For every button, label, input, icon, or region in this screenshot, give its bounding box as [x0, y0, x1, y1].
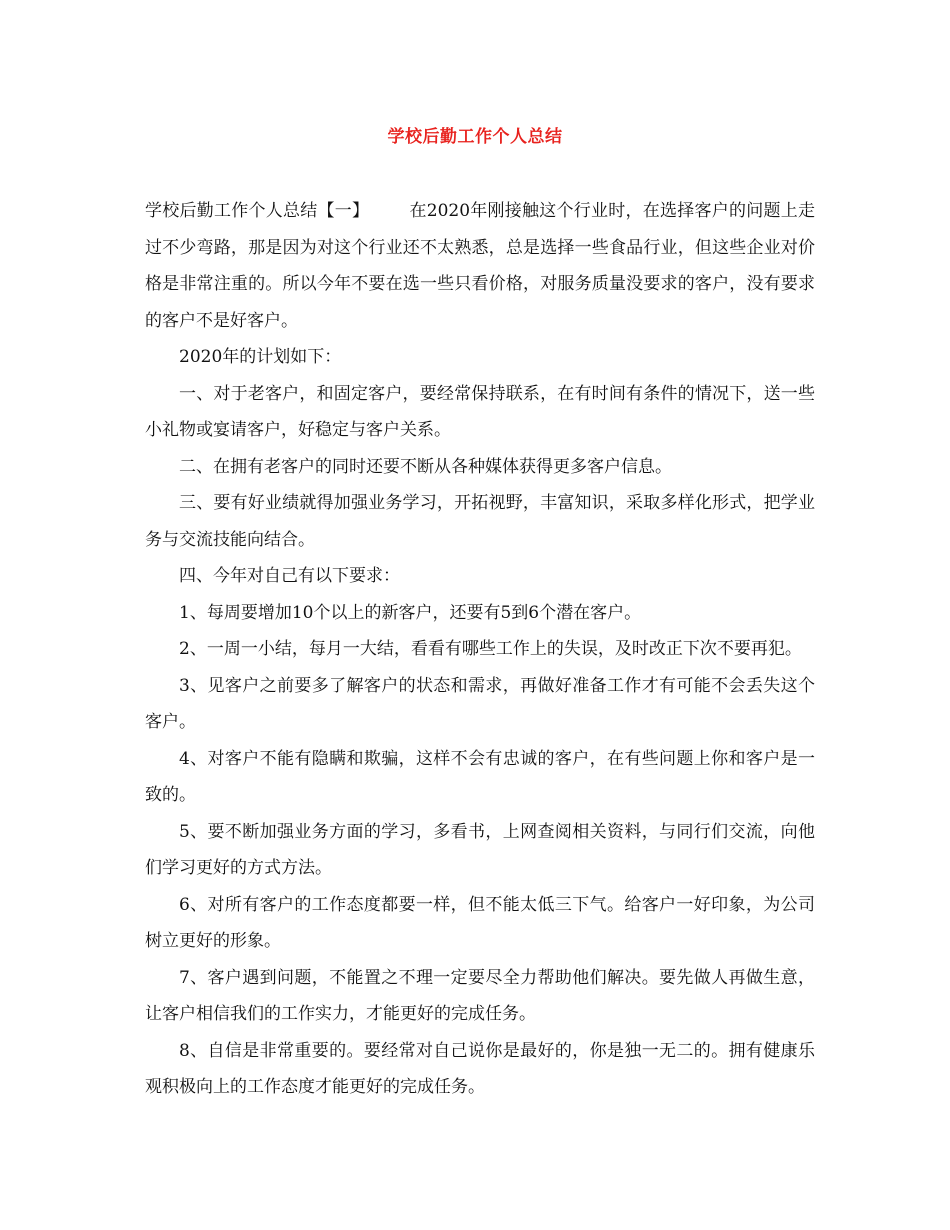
document-body	[145, 193, 815, 1106]
paragraph-requirement-8: 8、自信是非常重要的。要经常对自己说你是最好的，你是独一无二的。拥有健康乐观积极向上的工作态度才能更好的完成任务。	[145, 1040, 815, 1097]
paragraph-requirement-3: 3、见客户之前要多了解客户的状态和需求，再做好准备工作才有可能不会丢失这个客户。	[145, 675, 815, 732]
paragraph-item-4: 四、今年对自己有以下要求：	[179, 566, 400, 586]
paragraph-item-1: 一、对于老客户，和固定客户，要经常保持联系，在有时间有条件的情况下，送一些小礼物或宴请客户，好稳定与客户关系。	[145, 383, 815, 440]
paragraph-requirement-4: 4、对客户不能有隐瞒和欺骗，这样不会有忠诚的客户，在有些问题上你和客户是一致的。	[145, 748, 815, 805]
paragraph-requirement-7: 7、客户遇到问题，不能置之不理一定要尽全力帮助他们解决。要先做人再做生意，让客户相信我们的工作实力，才能更好的完成任务。	[145, 967, 815, 1024]
intro-label: 学校后勤工作个人总结【一】	[145, 201, 370, 221]
document-title: 学校后勤工作个人总结	[387, 127, 563, 147]
paragraph-requirement-6: 6、对所有客户的工作态度都要一样，但不能太低三下气。给客户一好印象，为公司树立更好的形象。	[145, 894, 815, 951]
intro-text: 在2020年刚接触这个行业时，在选择客户的问题上走过不少弯路，那是因为对这个行业还不太熟悉，总是选择一些食品行业，但这些企业对价格是非常注重的。所以今年不要在选一些只看价格，对服务质量没要求的客户，没有要求的客户不是好客户。	[145, 201, 816, 331]
intro-paragraph	[145, 193, 815, 339]
paragraph-requirement-2: 2、一周一小结，每月一大结，看看有哪些工作上的失误，及时改正下次不要再犯。	[179, 639, 802, 659]
paragraph-item-2: 二、在拥有老客户的同时还要不断从各种媒体获得更多客户信息。	[179, 456, 672, 477]
paragraph-plan-heading: 2020年的计划如下：	[179, 347, 342, 367]
paragraph-requirement-5: 5、要不断加强业务方面的学习，多看书，上网查阅相关资料，与同行们交流，向他们学习更好的方式方法。	[145, 821, 815, 878]
paragraph-item-3: 三、要有好业绩就得加强业务学习，开拓视野，丰富知识，采取多样化形式，把学业务与交流技能向结合。	[145, 493, 815, 550]
paragraph-requirement-1: 1、每周要增加10个以上的新客户，还要有5到6个潜在客户。	[179, 602, 642, 623]
